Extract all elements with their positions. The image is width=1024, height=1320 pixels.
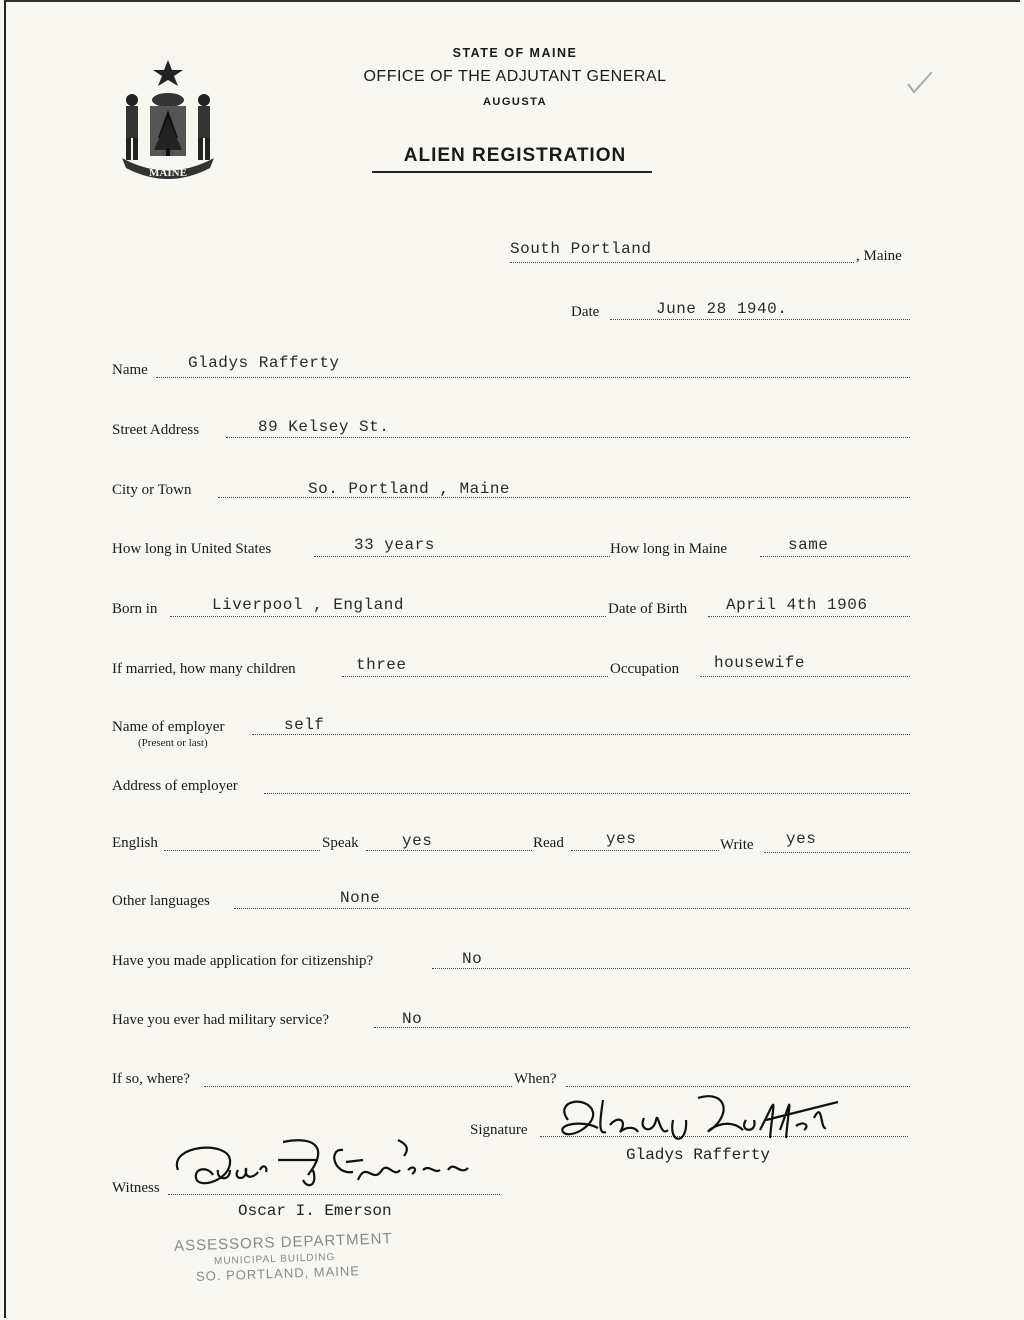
occupation-line — [700, 676, 910, 677]
write-label: Write — [720, 837, 754, 853]
when-label: When? — [514, 1071, 557, 1087]
write-value: yes — [786, 830, 817, 848]
where-line — [204, 1086, 512, 1087]
header-city: AUGUSTA — [482, 96, 548, 108]
born-line — [170, 616, 606, 617]
employer-address-label: Address of employer — [112, 778, 238, 794]
occupation-label: Occupation — [610, 661, 680, 677]
name-line — [156, 377, 910, 378]
read-line — [571, 850, 719, 851]
where-label: If so, where? — [112, 1071, 190, 1087]
us-time-line — [314, 556, 610, 557]
us-time-value: 33 years — [354, 536, 435, 554]
children-value: three — [356, 656, 407, 674]
name-value: Gladys Rafferty — [188, 354, 340, 372]
military-label: Have you ever had military service? — [112, 1012, 329, 1028]
military-value: No — [402, 1010, 423, 1028]
citizenship-label: Have you made application for citizenship? — [112, 953, 374, 969]
dob-line — [708, 616, 910, 617]
street-value: 89 Kelsey St. — [258, 418, 390, 436]
dob-label: Date of Birth — [608, 601, 688, 617]
english-label: English — [112, 835, 158, 851]
maine-state-seal — [112, 58, 224, 188]
other-languages-line — [234, 908, 910, 909]
city-label: City or Town — [112, 482, 192, 498]
english-line — [164, 850, 320, 851]
stamp-building: MUNICIPAL BUILDING — [213, 1251, 336, 1268]
header-state: STATE OF MAINE — [452, 46, 578, 60]
street-label: Street Address — [112, 422, 200, 438]
born-label: Born in — [112, 601, 158, 617]
other-languages-value: None — [340, 889, 381, 907]
header-office: OFFICE OF THE ADJUTANT GENERAL — [363, 68, 667, 85]
maine-time-value: same — [788, 536, 829, 554]
stamp-city: SO. PORTLAND, MAINE — [195, 1263, 361, 1284]
city-value: So. Portland , Maine — [308, 480, 511, 498]
born-value: Liverpool , England — [212, 596, 404, 614]
speak-line — [366, 850, 532, 851]
occupation-value: housewife — [714, 654, 805, 672]
signature-typed-name: Gladys Rafferty — [626, 1146, 771, 1164]
title-underline — [372, 171, 652, 173]
maine-time-label: How long in Maine — [610, 541, 728, 557]
witness-handwritten-signature — [168, 1130, 478, 1196]
children-label: If married, how many children — [112, 661, 296, 677]
when-line — [566, 1086, 910, 1087]
employer-line — [252, 734, 910, 735]
other-languages-label: Other languages — [112, 893, 210, 909]
witness-label: Witness — [112, 1180, 160, 1196]
form-title: ALIEN REGISTRATION — [403, 145, 627, 166]
employer-value: self — [284, 716, 325, 734]
date-value: June 28 1940. — [656, 300, 788, 318]
employer-label: Name of employer — [112, 719, 225, 735]
read-value: yes — [606, 830, 637, 848]
town-line — [510, 262, 854, 263]
stamp-department: ASSESSORS DEPARTMENT — [173, 1230, 393, 1255]
military-line — [374, 1027, 910, 1028]
date-label: Date — [571, 304, 600, 320]
read-label: Read — [533, 835, 564, 851]
employer-address-line — [264, 793, 910, 794]
citizenship-value: No — [462, 950, 483, 968]
children-line — [342, 676, 608, 677]
page-border — [4, 0, 1020, 1318]
citizenship-line — [432, 968, 910, 969]
name-label: Name — [112, 362, 148, 378]
speak-label: Speak — [322, 835, 359, 851]
employer-sublabel: (Present or last) — [138, 737, 208, 749]
town-value: South Portland — [510, 240, 652, 258]
seal-banner-text: MAINE — [149, 167, 187, 179]
signature-label: Signature — [470, 1122, 528, 1138]
maine-time-line — [760, 556, 910, 557]
write-line — [764, 852, 910, 853]
check-mark-icon — [905, 68, 935, 98]
state-suffix: , Maine — [856, 248, 902, 264]
street-line — [226, 437, 910, 438]
dob-value: April 4th 1906 — [726, 596, 868, 614]
applicant-handwritten-signature — [548, 1090, 838, 1150]
speak-value: yes — [402, 832, 433, 850]
date-line — [610, 319, 910, 320]
us-time-label: How long in United States — [112, 541, 272, 557]
witness-typed-name: Oscar I. Emerson — [238, 1202, 392, 1220]
